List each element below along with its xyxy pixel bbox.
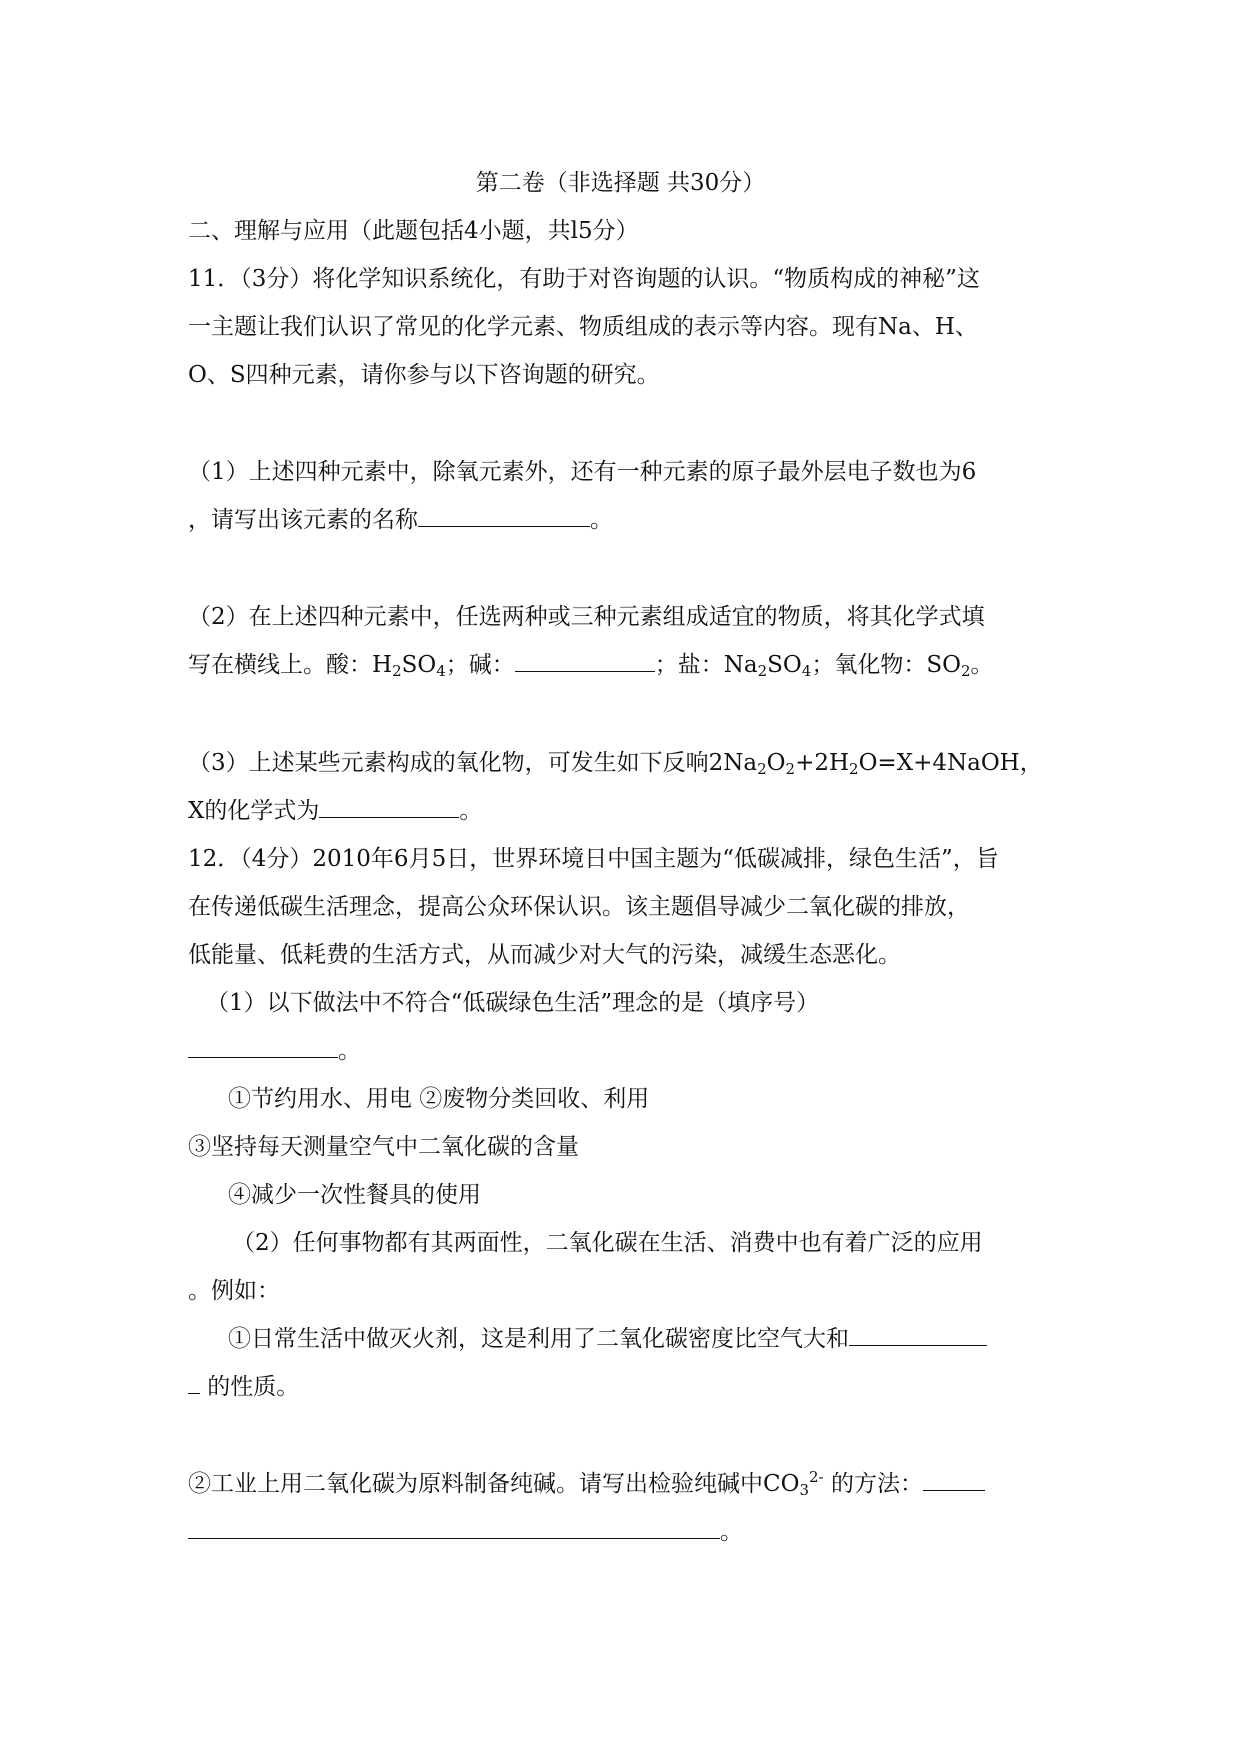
oxide-label: ；氧化物：SO: [811, 652, 961, 678]
answer-blank[interactable]: [319, 797, 459, 818]
answer-blank[interactable]: [188, 1373, 200, 1394]
answer-blank[interactable]: [418, 506, 590, 527]
q11-intro-line-1: 11．（3分）将化学知识系统化，有助于对咨询题的认识。“物质构成的神秘”这: [188, 266, 980, 292]
q11-part3-line-1: [188, 748, 1043, 778]
subscript: 2: [392, 662, 402, 680]
q12-part2-line-2: 。例如：: [188, 1278, 280, 1304]
formula-part: O=X+4NaOH，: [858, 750, 1043, 776]
q12-part2a-prompt: ①日常生活中做灭火剂，这是利用了二氧化碳密度比空气大和: [228, 1326, 849, 1352]
q11-intro-line-2: 一主题让我们认识了常见的化学元素、物质组成的表示等内容。现有Na、H、: [188, 314, 978, 340]
superscript: 2-: [809, 1468, 824, 1486]
section-title: 第二卷（非选择题 共30分）: [475, 170, 766, 196]
q12-part2b-prompt: ②工业上用二氧化碳为原料制备纯碱。请写出检验纯碱中CO: [188, 1471, 800, 1497]
subscript: 4: [801, 662, 812, 680]
q11-part1-prompt: ，请写出该元素的名称: [188, 507, 418, 533]
q11-part3-line-2: [188, 796, 482, 826]
section-heading: 二、理解与应用（此题包括4小题，共l5分）: [188, 218, 639, 244]
acid-label: 写在横线上。酸：H: [188, 652, 393, 678]
subscript: 2: [785, 760, 796, 778]
q11-part2-line-2: [188, 650, 994, 680]
q12-part2a-line-2: [188, 1372, 299, 1402]
q11-part2-end: 。: [970, 652, 994, 678]
q12-part2-line-1: （2）任何事物都有其两面性，二氧化碳在生活、消费中也有着广泛的应用: [232, 1230, 983, 1256]
subscript: 3: [799, 1481, 810, 1499]
answer-blank[interactable]: [188, 1518, 720, 1539]
q11-part1-end: 。: [590, 507, 613, 533]
answer-blank[interactable]: [188, 1037, 338, 1058]
subscript: 4: [436, 662, 446, 680]
q12-part1-line-2: [188, 1036, 361, 1066]
q12-intro-line-2: 在传递低碳生活理念，提高公众环保认识。该主题倡导减少二氧化碳的排放，: [188, 894, 970, 920]
q12-part2a-end: 的性质。: [200, 1374, 300, 1400]
subscript: 2: [757, 760, 767, 778]
q12-part2b-line-1: [188, 1469, 985, 1499]
answer-blank[interactable]: [515, 651, 655, 672]
salt-label: ；盐：Na: [654, 652, 758, 678]
q11-part3-end: 。: [459, 798, 483, 824]
q12-part2a-line-1: [228, 1324, 987, 1354]
formula-part: O: [766, 750, 786, 776]
subscript: 2: [960, 662, 971, 680]
subscript: 2: [757, 662, 768, 680]
q11-part3-prompt: X的化学式为: [188, 798, 320, 824]
q11-intro-line-3: O、S四种元素，请你参与以下咨询题的研究。: [188, 362, 660, 388]
q11-part1-line-1: （1）上述四种元素中，除氧元素外，还有一种元素的原子最外层电子数也为6: [188, 459, 977, 485]
q12-part2b-method-label: 的方法：: [823, 1471, 923, 1497]
q12-option-a: ①节约用水、用电 ②废物分类回收、利用: [228, 1086, 650, 1112]
q11-part3-text: （3）上述某些元素构成的氧化物，可发生如下反响2Na: [188, 750, 758, 776]
acid-formula-part: SO: [401, 652, 437, 678]
q12-option-b: ③坚持每天测量空气中二氧化碳的含量: [188, 1134, 579, 1160]
q12-part2b-end: 。: [720, 1519, 743, 1545]
q12-intro-line-3: 低能量、低耗费的生活方式，从而减少对大气的污染，减缓生态恶化。: [188, 942, 901, 968]
q12-part2b-line-2: [188, 1517, 743, 1547]
salt-formula-part: SO: [767, 652, 802, 678]
subscript: 2: [849, 760, 859, 778]
base-label: ；碱：: [445, 652, 515, 678]
q12-part1-end: 。: [338, 1038, 361, 1064]
q12-intro-line-1: 12．（4分）2010年6月5日，世界环境日中国主题为“低碳减排，绿色生活”，旨: [188, 846, 999, 872]
q11-part2-line-1: （2）在上述四种元素中，任选两种或三种元素组成适宜的物质，将其化学式填: [188, 604, 985, 630]
answer-blank[interactable]: [923, 1470, 985, 1491]
formula-part: +2H: [795, 750, 850, 776]
q11-part1-line-2: [188, 505, 613, 535]
answer-blank[interactable]: [849, 1325, 987, 1346]
q12-part1-line-1: （1）以下做法中不符合“低碳绿色生活”理念的是（填序号）: [206, 990, 820, 1016]
q12-option-c: ④减少一次性餐具的使用: [228, 1182, 481, 1208]
